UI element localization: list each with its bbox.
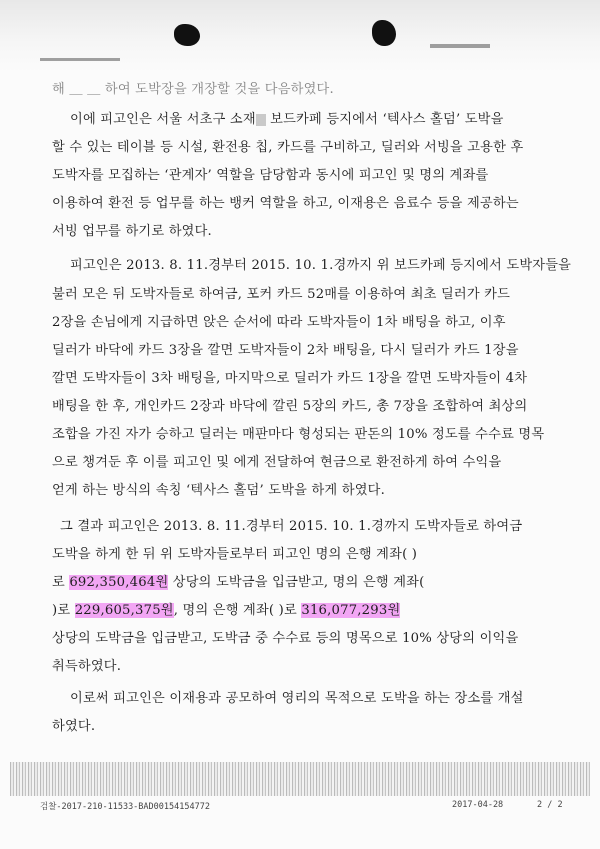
text-line: 피고인은 2013. 8. 11.경부터 2015. 10. 1.경까지 위 보드카페 등지에서 도박자들을 [70, 258, 572, 273]
text-segment: )로 [52, 603, 75, 618]
highlighted-amount: 692,350,464원 [69, 575, 169, 590]
text-line: 할 수 있는 테이블 등 시설, 환전용 칩, 카드를 구비하고, 딜러와 서빙을 고용한 후 [52, 140, 524, 155]
text-line: 도박을 하게 한 뒤 위 도박자들로부터 피고인 명의 은행 계좌( ) [52, 547, 418, 562]
footer-doc-id: 검찰-2017-210-11533-BAD00154154772 [40, 802, 210, 812]
text-line: 서빙 업무를 하기로 하였다. [52, 224, 212, 239]
text-line: 2장을 손님에게 지급하면 앉은 순서에 따라 도박자들이 1차 배팅을 하고, 이후 [52, 315, 506, 330]
text-segment: 로 [52, 575, 70, 590]
text-line: 이로써 피고인은 이재용과 공모하여 영리의 목적으로 도박을 하는 장소를 개설 [70, 691, 524, 706]
text-line: 배팅을 한 후, 개인카드 2장과 바닥에 깔린 5장의 카드, 총 7장을 조합하여 최상의 [52, 399, 528, 414]
text-line [52, 599, 400, 618]
barcode-noise-strip [10, 762, 590, 796]
highlighted-amount: 229,605,375원 [74, 603, 174, 618]
footer-page-number: 2 / 2 [537, 800, 563, 810]
footer-date: 2017-04-28 [452, 800, 504, 810]
text-line: 상당의 도박금을 입금받고, 도박금 중 수수료 등의 명목으로 10% 상당의 이익을 [52, 631, 519, 646]
scan-mark [430, 44, 490, 48]
text-line: 하였다. [52, 719, 96, 734]
text-line: 깔면 도박자들이 3차 배팅을, 마지막으로 딜러가 카드 1장을 깔면 도박자들이 4차 [52, 371, 528, 386]
text-line: 조합을 가진 자가 승하고 딜러는 매판마다 형성되는 판돈의 10% 정도를 수수료 명목 [52, 427, 545, 442]
text-line: 딜러가 바닥에 카드 3장을 깔면 도박자들이 2차 배팅을, 다시 딜러가 카드 1장을 [52, 343, 519, 358]
text-segment: 보드카페 등지에서 ‘텍사스 홀덤’ 도박을 [265, 112, 504, 127]
punch-hole-icon [372, 20, 396, 46]
text-line [52, 571, 424, 590]
highlighted-amount: 316,077,293원 [301, 603, 401, 618]
text-line [70, 108, 504, 127]
text-line: 도박자를 모집하는 ‘관계자’ 역할을 담당함과 동시에 피고인 및 명의 계좌를 [52, 168, 489, 183]
text-segment: 상당의 도박금을 입금받고, 명의 은행 계좌( [168, 575, 425, 590]
text-segment: 이에 피고인은 서울 서초구 소재 [70, 112, 256, 127]
text-line: 불러 모은 뒤 도박자들로 하여금, 포커 카드 52매를 이용하여 최초 딜러가 카드 [52, 287, 511, 302]
text-line: 해 ＿ ＿ 하여 도박장을 개장할 것을 다음하였다. [52, 82, 334, 97]
text-line: 이용하여 환전 등 업무를 하는 뱅커 역할을 하고, 이재용은 음료수 등을 제공하는 [52, 196, 519, 211]
scan-mark [40, 58, 120, 61]
text-line: 취득하였다. [52, 659, 122, 674]
scan-top-edge [0, 0, 600, 72]
text-line: 그 결과 피고인은 2013. 8. 11.경부터 2015. 10. 1.경까지 도박자들로 하여금 [60, 519, 523, 534]
redaction-mark [256, 114, 266, 126]
text-line: 으로 챙겨둔 후 이를 피고인 및 에게 전달하여 현금으로 환전하게 하여 수익을 [52, 455, 502, 470]
text-segment: , 명의 은행 계좌( )로 [173, 603, 302, 618]
punch-hole-icon [174, 24, 200, 46]
text-line: 얻게 하는 방식의 속칭 ‘텍사스 홀덤’ 도박을 하게 하였다. [52, 483, 385, 498]
